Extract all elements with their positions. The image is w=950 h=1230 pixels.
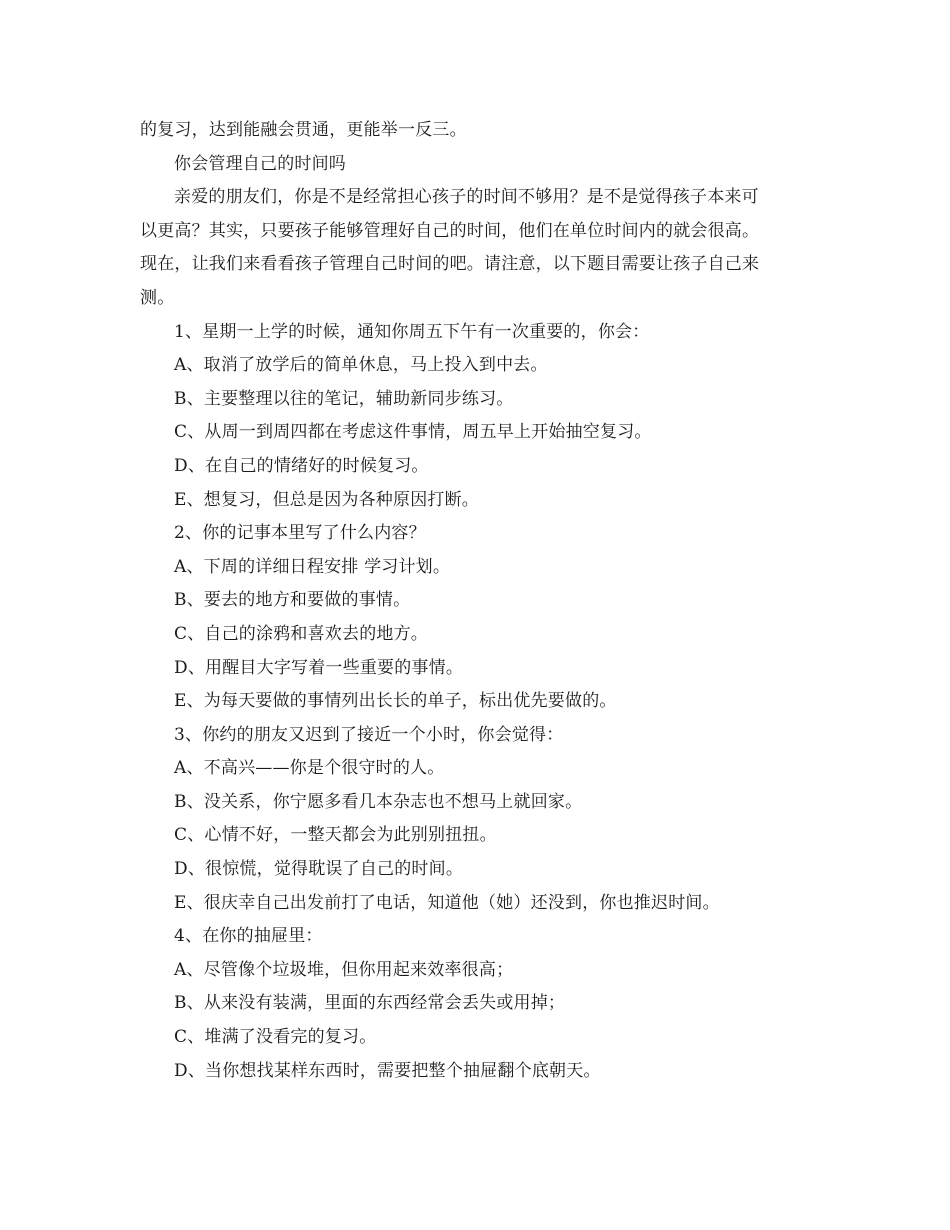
option-item: B、没关系，你宁愿多看几本杂志也不想马上就回家。 <box>174 791 583 812</box>
continuation-text: 的复习，达到能融会贯通，更能举一反三。 <box>140 120 467 140</box>
option-item: D、当你想找某样东西时，需要把整个抽屉翻个底朝天。 <box>174 1060 601 1081</box>
option-item: D、很惊慌，觉得耽误了自己的时间。 <box>174 859 464 880</box>
intro-line: 测。 <box>140 287 175 308</box>
option-item: E、为每天要做的事情列出长长的单子，标出优先要做的。 <box>174 691 617 712</box>
option-item: B、从来没有装满，里面的东西经常会丢失或用掉； <box>174 993 566 1014</box>
option-item: C、从周一到周四都在考虑这件事情，周五早上开始抽空复习。 <box>174 422 652 443</box>
option-item: A、尽管像个垃圾堆，但你用起来效率很高； <box>174 959 514 980</box>
question-1: 1、星期一上学的时候，通知你周五下午有一次重要的，你会： <box>174 321 650 342</box>
option-item: A、取消了放学后的简单休息，马上投入到中去。 <box>174 355 548 376</box>
option-item: A、不高兴——你是个很守时的人。 <box>174 758 445 779</box>
section-title: 你会管理自己的时间吗 <box>174 153 346 174</box>
option-item: A、下周的详细日程安排 学习计划。 <box>174 556 451 577</box>
option-item: D、用醒目大字写着一些重要的事情。 <box>174 657 464 678</box>
question-3: 3、你约的朋友又迟到了接近一个小时，你会觉得： <box>174 724 564 745</box>
option-item: B、要去的地方和要做的事情。 <box>174 590 411 611</box>
option-item: D、在自己的情绪好的时候复习。 <box>174 455 429 476</box>
intro-line: 现在，让我们来看看孩子管理自己时间的吧。请注意，以下题目需要让孩子自己来 <box>140 254 760 275</box>
document-body <box>140 114 820 1088</box>
option-item: B、主要整理以往的笔记，辅助新同步练习。 <box>174 388 514 409</box>
intro-line: 以更高？其实，只要孩子能够管理好自己的时间，他们在单位时间内的就会很高。 <box>140 220 760 241</box>
question-4: 4、在你的抽屉里： <box>174 926 323 947</box>
option-item: C、心情不好，一整天都会为此别别扭扭。 <box>174 825 497 846</box>
intro-line: 亲爱的朋友们，你是不是经常担心孩子的时间不够用？是不是觉得孩子本来可 <box>174 187 759 208</box>
option-item: C、自己的涂鸦和喜欢去的地方。 <box>174 623 429 644</box>
option-item: E、想复习，但总是因为各种原因打断。 <box>174 489 480 510</box>
option-item: C、堆满了没看完的复习。 <box>174 1027 377 1048</box>
option-item: E、很庆幸自己出发前打了电话，知道他（她）还没到，你也推迟时间。 <box>174 892 720 913</box>
question-2: 2、你的记事本里写了什么内容？ <box>174 523 426 544</box>
